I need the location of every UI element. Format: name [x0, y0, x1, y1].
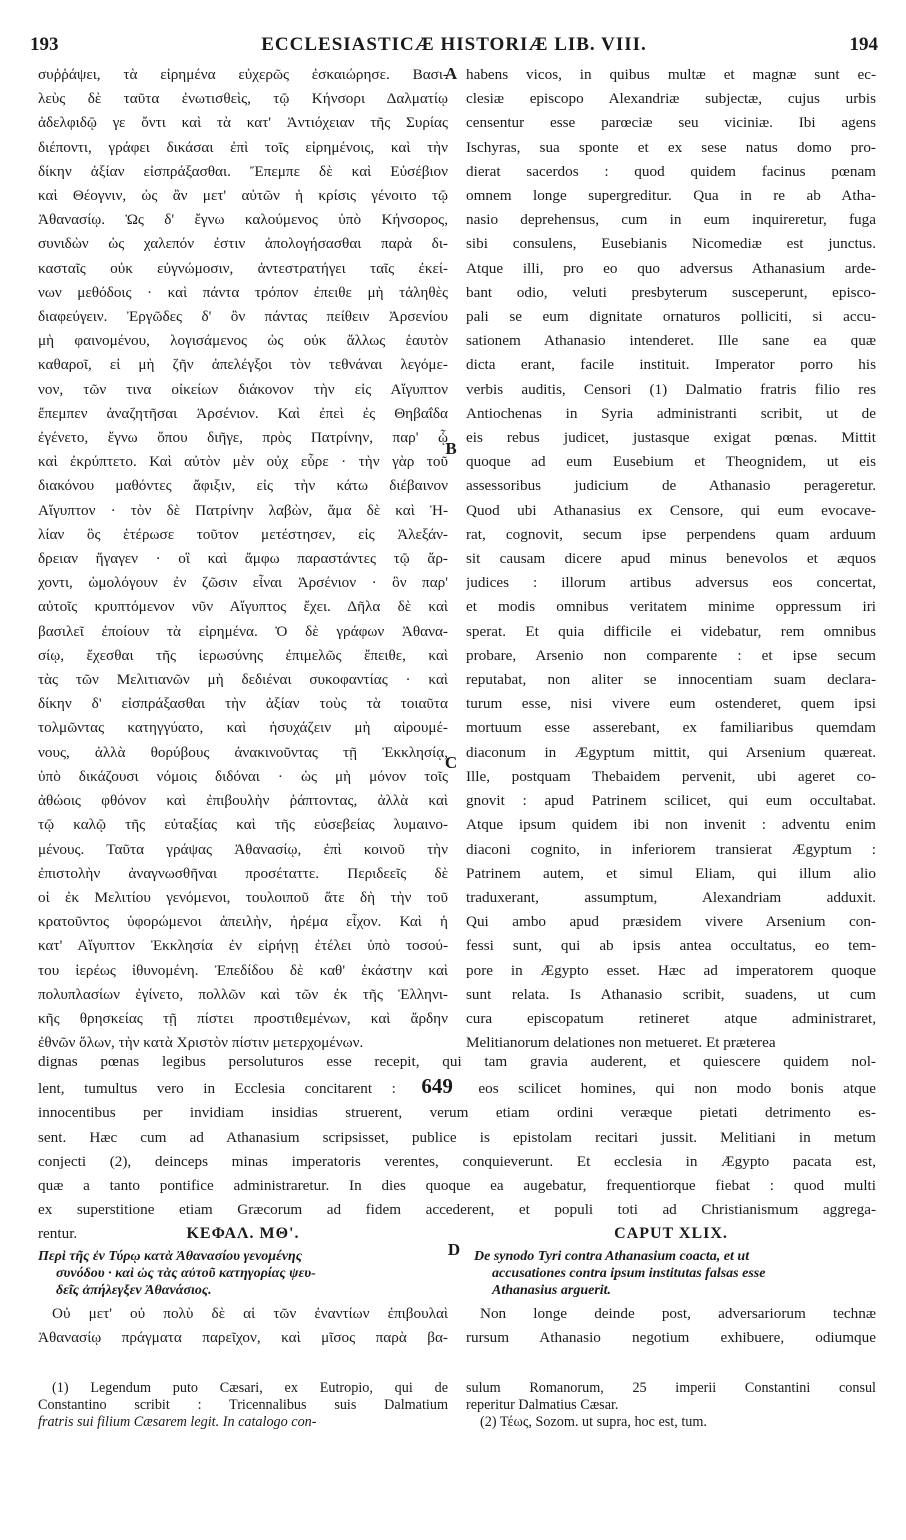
page-number-right: 194	[849, 34, 878, 55]
text-line: Quod ubi Athanasius ex Censore, qui eum evocave-	[466, 501, 876, 519]
text-line: omnem longe supergreditur. Qua in re ab Atha-	[466, 187, 876, 205]
text-line: νους, ἀλλὰ θορύβους ἀνακινοῦντας τῇ Ἐκκλησίᾳ,	[38, 743, 448, 761]
text-line: κῆς θρησκείας τῇ πίστει προστιθεμένων, καὶ ἄρδην	[38, 1009, 448, 1027]
text-line: nasio deprehensus, cum in eum inquireretur, fuga	[466, 211, 876, 229]
text-line: καὶ Θέογνιν, ὡς ἂν μετ' αὐτῶν ἡ κρίσις γένοιτο τῷ	[38, 187, 448, 205]
margin-marker-b: B	[445, 439, 457, 458]
page-header	[30, 34, 878, 58]
text-line: Αἴγυπτον · τὸν δὲ Πατρίνην λαβὼν, ἅμα δὲ καὶ Ἠ-	[38, 501, 448, 519]
page-number-left: 193	[30, 34, 59, 55]
column-number: 649	[421, 1074, 453, 1099]
text-line: του ἱερέως ἰθυνομένη. Ἐπεδίδου δὲ καθ' ἑκάστην καὶ	[38, 961, 448, 979]
text-line: λεὺς δὲ ταῦτα ἐνωτισθεὶς, τῷ Κήνσορι Δαλματίῳ	[38, 90, 448, 108]
subtitle-line: Athanasius arguerit.	[492, 1283, 612, 1298]
subtitle-line: Περὶ τῆς ἐν Τύρῳ κατὰ Ἀθανασίου γενομένης	[38, 1249, 302, 1264]
text-line: turum esse, nisi vivere eum ostenderet, quem ipsi	[466, 695, 876, 713]
text-line: τὰς τῶν Μελιτιανῶν μὴ δεδιέναι συκοφαντίας · καὶ	[38, 671, 448, 689]
text-line: κρατοῦντος ὑφορώμενοι ἀπειλὴν, ἠρέμα εἶχον. Καὶ ἡ	[38, 913, 448, 931]
text-line: Atque ipsum quidem ibi non invenit : adventu enim	[466, 816, 876, 834]
text-line: μένους. Ταῦτα γράψας Ἀθανασίῳ, ἐπὶ κοινοῦ τὴν	[38, 840, 448, 858]
latin-chapter-subtitle	[474, 1248, 876, 1299]
text-line: dierat sacerdos : quod quidem facinus pœnam	[466, 162, 876, 180]
text-line: ἔπεμπεν ἀναζητῆσαι Ἀρσένιον. Καὶ ἐπεὶ ἐς Θηβαΐδα	[38, 404, 448, 422]
text-line: κασταῖς οὐκ εὐγνώμοσιν, ἀντεστρατήγει ταῖς ἐκεί-	[38, 259, 448, 277]
text-line: et modis omnibus veritatem minime oppressum iri	[466, 598, 876, 616]
text-line: τολμῶντας κατηγγύατο, καὶ ἡσυχάζειν μὴ αἱρουμέ-	[38, 719, 448, 737]
greek-chapter-body	[38, 1302, 448, 1350]
footnotes-right	[466, 1380, 876, 1431]
text-line: dignas pœnas legibus persoluturos esse recepit, qui tam gravia auderent, et quiescere quidem nol-	[38, 1053, 876, 1070]
text-line: Ἀθανασίῳ. Ὡς δ' ἔγνω καλούμενος ὑπὸ Κήνσορος,	[38, 211, 448, 229]
text-line: λίαν ὃς ἑτέρωσε τοῦτον μετέστησεν, εἰς Ἀλεξάν-	[38, 525, 448, 543]
text-line: τῷ καλῷ τῆς εὐταξίας καὶ τῆς εὐσεβείας λυμαινο-	[38, 816, 448, 834]
text-line: δίκην δ' εἰσπράξασθαι τὴν ἀξίαν τοὺς τὰ τοιαῦτα	[38, 695, 448, 713]
text-line: habens vicos, in quibus multæ et magnæ sunt ec-	[466, 66, 876, 83]
text-line: censentur esse parœciæ seu viciniæ. Ibi agens	[466, 114, 876, 132]
text-line: δίκην ἀξίαν εἰσπράξασθαι. Ἔπεμπε δὲ καὶ Εὐσέβιον	[38, 162, 448, 180]
text-line: quoque ad eum Eusebium et Theognidem, ut eis	[466, 453, 876, 471]
text-line: sibi consulens, Eusebianis Nicomediæ est junctus.	[466, 235, 876, 253]
greek-text-column	[38, 63, 448, 1055]
text-line: καθαροῖ, εἰ μὴ ζῆν ἀπελέγξοι τὸν τεθνάναι λεγόμε-	[38, 356, 448, 374]
text-line: συῤῥάψει, τὰ εἰρημένα εὐχερῶς ἐσκαιώρησε. Βασι-	[38, 66, 448, 83]
text-line: rat, cognovit, secum ipse perpendens quam arduum	[466, 525, 876, 543]
text-line: Οὐ μετ' οὐ πολὺ δὲ αἱ τῶν ἐναντίων ἐπιβουλαὶ	[52, 1305, 448, 1322]
latin-chapter-body	[466, 1302, 876, 1350]
text-line: Ἀθανασίῳ πράγματα παρεῖχον, καὶ μῖσος παρὰ βα-	[38, 1329, 448, 1346]
footnote-line: (1) Legendum puto Cæsari, ex Eutropio, qui de	[52, 1380, 448, 1396]
text-line: sunt relata. Is Athanasio scribit, suadens, ut cum	[466, 985, 876, 1003]
margin-marker-a: A	[444, 64, 458, 83]
subtitle-line: συνόδου · καὶ ὡς τὰς αὐτοῦ κατηγορίας ψευ-	[56, 1266, 316, 1281]
text-line: συνιδὼν ὡς χαλεπόν ἐστιν ἀπολογήσασθαι παρὰ δι-	[38, 235, 448, 253]
text-line: ἀδελφιδῷ γε ὄντι καὶ τὰ κατ' Ἀντιόχειαν τῆς Συρίας	[38, 114, 448, 132]
footnote-line: Constantino scribit : Tricennalibus suis Dalmatium	[38, 1397, 448, 1413]
latin-chapter-title: CAPUT XLIX.	[614, 1225, 728, 1242]
text-line: ἀθώοις φθόνον καὶ ἐπιβουλὴν ῥάπτοντας, ἀλλὰ καὶ	[38, 792, 448, 810]
text-line: sit causam dicere apud minus benevolos et æquos	[466, 550, 876, 568]
text-line: rentur.	[38, 1225, 78, 1243]
text-line: Antiochenas in Syria administranti scribit, ut de	[466, 404, 876, 422]
text-line: pali se eum dignitate ornaturos polliciti, si accu-	[466, 308, 876, 326]
footnotes-left	[38, 1380, 448, 1431]
text-line: gnovit : apud Patrinem scilicet, qui eum occultabat.	[466, 792, 876, 810]
text-line: bant odio, veluti presbyterum susceperunt, episco-	[466, 283, 876, 301]
text-line: quæ a tanto pontifice administraretur. In dies quoque ea augebatur, frequentiorque fiebat : quod multi	[38, 1177, 876, 1195]
text-line: sationem Athanasio intenderet. Ille sane ea quæ	[466, 332, 876, 350]
text-line: Patrinem autem, et simul Eliam, qui illum alio	[466, 864, 876, 882]
text-line: judices : illorum artibus adversus eos concertat,	[466, 574, 876, 592]
margin-marker-d: D	[447, 1240, 461, 1259]
full-width-latin-text	[38, 1050, 876, 1247]
subtitle-line: accusationes contra ipsum institutas falsas esse	[492, 1266, 766, 1281]
text-line: Atque illi, pro eo quo adversus Athanasium arde-	[466, 259, 876, 277]
text-line: Ille, postquam Thebaidem pervenit, ubi ageret co-	[466, 767, 876, 785]
latin-text-column	[466, 63, 876, 1055]
greek-chapter-title: ΚΕΦΑΛ. ΜΘ'.	[186, 1225, 300, 1242]
text-line: fessi sunt, qui ab ipsis antea occultatus, eo tem-	[466, 937, 876, 955]
text-line: reputabat, non aliter se innocentiam suam declara-	[466, 671, 876, 689]
text-line: sperat. Et quia difficile ei videbatur, rem omnibus	[466, 622, 876, 640]
text-line: καὶ ἐκρύπτετο. Καὶ αὐτὸν μὲν οὐχ εὗρε · τὴν γὰρ τοῦ	[38, 453, 448, 471]
text-line: νων μεθόδοις · καὶ πάντα τρόπον ἐπειθε μὴ τἀληθὲς	[38, 283, 448, 301]
text-line: diaconi cognito, in inferiorem transierat Ægyptum :	[466, 840, 876, 858]
text-line-part: eos scilicet homines, qui non modo bonis atque	[478, 1080, 877, 1098]
text-line	[38, 1074, 876, 1101]
text-line: eis rebus judicet, justasque exigat pœnas. Mittit	[466, 429, 876, 447]
text-line: αὐτοῖς κρυπτόμενον νῦν Αἴγυπτος ἔχει. Δῆλα δὲ καὶ	[38, 598, 448, 616]
text-line: ἐθνῶν ὅλων, τὴν κατὰ Χριστὸν πίστιν μετερχομένων.	[38, 1034, 364, 1052]
text-line: assessoribus judicium de Athanasio perageretur.	[466, 477, 876, 495]
text-line: mortuum esse asserebant, ex familiaribus quemdam	[466, 719, 876, 737]
text-line: σίῳ, ἔχεσθαι τῆς ἱερωσύνης ἐπιμελῶς ἔπειθε, καὶ	[38, 646, 448, 664]
text-line: πολυπλασίων ἐγίνετο, πολλῶν καὶ τῶν ἐκ τῆς Ἑλληνι-	[38, 985, 448, 1003]
text-line: ἐπιστολὴν ἀναγνωσθῆναι προσέταττε. Περιδεεῖς δὲ	[38, 864, 448, 882]
footnote-line: fratris sui filium Cæsarem legit. In catalogo con-	[38, 1414, 317, 1430]
text-line: probare, Arsenio non comparente : et ipse secum	[466, 646, 876, 664]
text-line: ὑπὸ δικάζουσι νόμοις διδόναι · ὡς μὴ μόνον τοῖς	[38, 767, 448, 785]
text-line: δρειαν ἤγαγεν · οἳ καὶ ἄμφω παραστάντες τῷ ἄρ-	[38, 550, 448, 568]
text-line: Melitianorum delationes non metueret. Et præterea	[466, 1034, 776, 1052]
text-line: Non longe deinde post, adversariorum technæ	[480, 1305, 876, 1322]
running-title: ECCLESIASTICÆ HISTORIÆ LIB. VIII.	[261, 34, 647, 55]
subtitle-line: De synodo Tyri contra Athanasium coacta, et ut	[474, 1249, 750, 1264]
text-line: pore in Ægypto esset. Hæc ad imperatorem quoque	[466, 961, 876, 979]
text-line: traduxerant, assumptum, Alexandriam adduxit.	[466, 888, 876, 906]
text-line: Ischyras, sua sponte et ex sese natus domo pro-	[466, 138, 876, 156]
text-line: νον, τῶν τινα οἰκείων διάκονον τὴν εἰς Αἴγυπτον	[38, 380, 448, 398]
text-line: verbis auditis, Censori (1) Dalmatio fratris filio res	[466, 380, 876, 398]
text-line: ἐγένετο, ἔγνω ὅπου διῆγε, πρὸς Πατρίνην, παρ' ᾧ	[38, 429, 448, 447]
greek-chapter-subtitle	[38, 1248, 448, 1299]
text-line: διακόνου μαθόντες ἄφιξιν, εἰς τὴν κάτω διέβαινον	[38, 477, 448, 495]
footnote-line: reperitur Dalmatius Cæsar.	[466, 1397, 619, 1413]
text-line: διέποντι, γράφει δικάσαι ἐπὶ τοῖς εἰρημένοις, καὶ τὴν	[38, 138, 448, 156]
subtitle-line: δεῖς ἀπήλεγξεν Ἀθανάσιος.	[56, 1283, 212, 1298]
text-line: cura episcopatum retineret atque administraret,	[466, 1009, 876, 1027]
text-line: διαφεύγειν. Ἐργῶδες δ' ὂν πάντας πείθειν Ἀρσενίου	[38, 308, 448, 326]
margin-marker-c: C	[444, 753, 458, 772]
text-line: μὴ φαινομένου, λογισάμενος ὡς οὐκ ἄλλως ἑαυτὸν	[38, 332, 448, 350]
text-line: dicta erant, facile instituit. Imperator porro his	[466, 356, 876, 374]
text-line: clesiæ episcopo Alexandriæ subjectæ, cujus urbis	[466, 90, 876, 108]
text-line: ex superstitione etiam Græcorum ad fidem accederent, et populi toti ad Christianismum aggrega-	[38, 1201, 876, 1219]
footnote-line: sulum Romanorum, 25 imperii Constantini consul	[466, 1380, 876, 1396]
text-line: χοντι, ὡμολόγουν ἐν ζῶσιν εἶναι Ἀρσένιον · ὃν παρ'	[38, 574, 448, 592]
text-line: οἱ ἐκ Μελιτίου γενόμενοι, τουλοιποῦ ἅτε δὴ τὴν τοῦ	[38, 888, 448, 906]
text-line: βασιλεῖ ἐποίουν τὰ εἰρημένα. Ὁ δὲ γράφων Ἀθανα-	[38, 622, 448, 640]
text-line: sent. Hæc cum ad Athanasium scripsisset, publice is epistolam recitari jussit. Melitiani in metum	[38, 1128, 876, 1146]
text-line: innocentibus per invidiam insidias struerent, verum etiam ordini veræque pietati detrimento es-	[38, 1104, 876, 1122]
text-line: rursum Athanasio negotium exhibuere, odiumque	[466, 1329, 876, 1346]
text-line: κατ' Αἴγυπτον Ἐκκλησία ἐν εἰρήνῃ ἐτέλει ὑπὸ τοσού-	[38, 937, 448, 955]
text-line: conjecti (2), deinceps minas imperatoris verentes, conquieverunt. Et ecclesia in Ægypto pacata est,	[38, 1152, 876, 1170]
text-line-part: lent, tumultus vero in Ecclesia concitarent :	[38, 1080, 396, 1098]
text-line: Qui ambo apud præsidem vivere Arsenium con-	[466, 913, 876, 931]
footnote-line: (2) Τέως, Sozom. ut supra, hoc est, tum.	[480, 1414, 707, 1430]
text-line: diaconum in Ægyptum mittit, qui Arsenium quæreat.	[466, 743, 876, 761]
